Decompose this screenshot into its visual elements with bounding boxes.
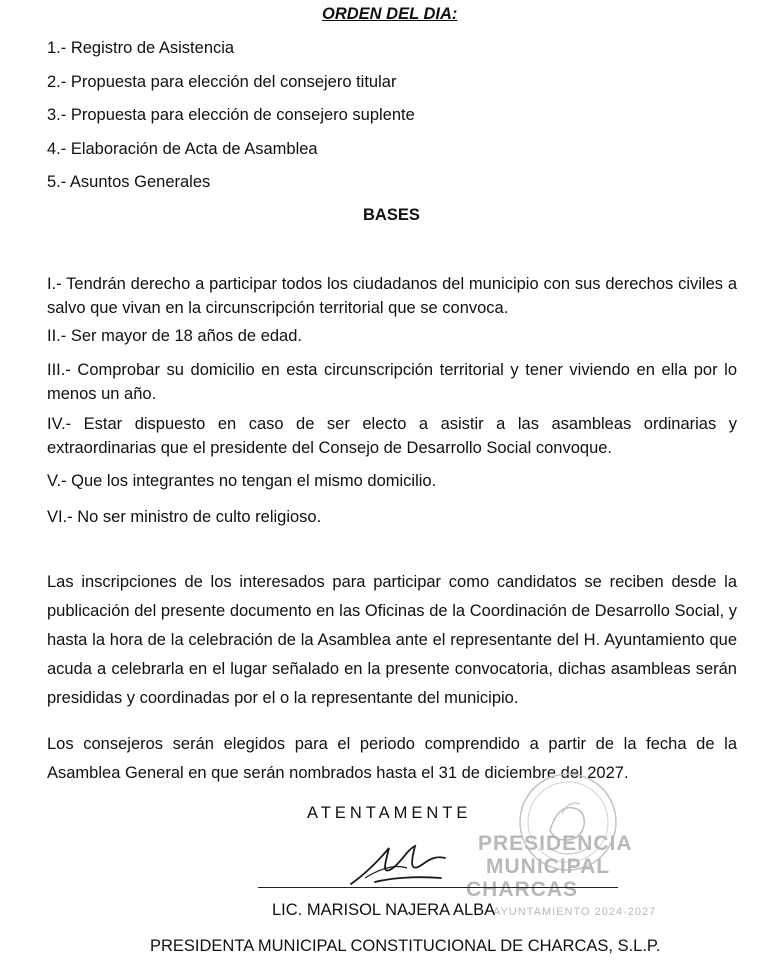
stamp-line-4: AYUNTAMIENTO 2024-2027 — [493, 906, 657, 918]
signer-name: LIC. MARISOL NAJERA ALBA — [272, 901, 496, 919]
agenda-item-5: 5.- Asuntos Generales — [47, 173, 211, 191]
agenda-item-4: 4.- Elaboración de Acta de Asamblea — [47, 140, 318, 158]
stamp-line-2: MUNICIPAL — [486, 855, 611, 878]
bases-heading: BASES — [363, 206, 420, 224]
consejeros-paragraph: Los consejeros serán elegidos para el periodo comprendido a partir de la fecha de la Asamblea General en que serán nombrados hasta el 31 de diciembre del 2027. — [47, 735, 737, 782]
base-item-5: V.- Que los integrantes no tengan el mismo domicilio. — [47, 472, 437, 490]
signature-line — [258, 887, 618, 888]
inscripciones-paragraph: Las inscripciones de los interesados para participar como candidatos se reciben desde la publicación del presente documento en las Oficinas de la Coordinación de Desarrollo Social, y hasta la hora de la celebración de la Asamblea ante el representante del H. Ayuntamiento que acuda a celebrarla en el lugar señalado en la presente convocatoria, dichas asambleas serán presididas y coordinadas por el o la representante del municipio. — [47, 573, 737, 707]
agenda-item-3: 3.- Propuesta para elección de consejero suplente — [47, 106, 415, 124]
agenda-heading: ORDEN DEL DIA: — [322, 5, 458, 23]
signer-title: PRESIDENTA MUNICIPAL CONSTITUCIONAL DE CHARCAS, S.L.P. — [150, 937, 661, 955]
base-item-4: IV.- Estar dispuesto en caso de ser electo a asistir a las asambleas ordinarias y extraordinarias que el presidente del Consejo de Desarrollo Social convoque. — [47, 415, 737, 457]
closing-text: ATENTAMENTE — [307, 804, 472, 822]
base-item-3: III.- Comprobar su domicilio en esta circunscripción territorial y tener viviendo en ella por lo menos un año. — [47, 361, 737, 403]
stamp-line-3: CHARCAS — [466, 878, 578, 901]
base-item-2: II.- Ser mayor de 18 años de edad. — [47, 327, 302, 345]
base-item-6: VI.- No ser ministro de culto religioso. — [47, 508, 322, 526]
agenda-item-1: 1.- Registro de Asistencia — [47, 39, 235, 57]
base-item-1: I.- Tendrán derecho a participar todos los ciudadanos del municipio con sus derechos civiles a salvo que vivan en la circunscripción territorial que se convoca. — [47, 275, 737, 317]
signature-icon — [345, 838, 465, 890]
stamp-line-1: PRESIDENCIA — [478, 832, 633, 855]
agenda-item-2: 2.- Propuesta para elección del consejero titular — [47, 73, 397, 91]
